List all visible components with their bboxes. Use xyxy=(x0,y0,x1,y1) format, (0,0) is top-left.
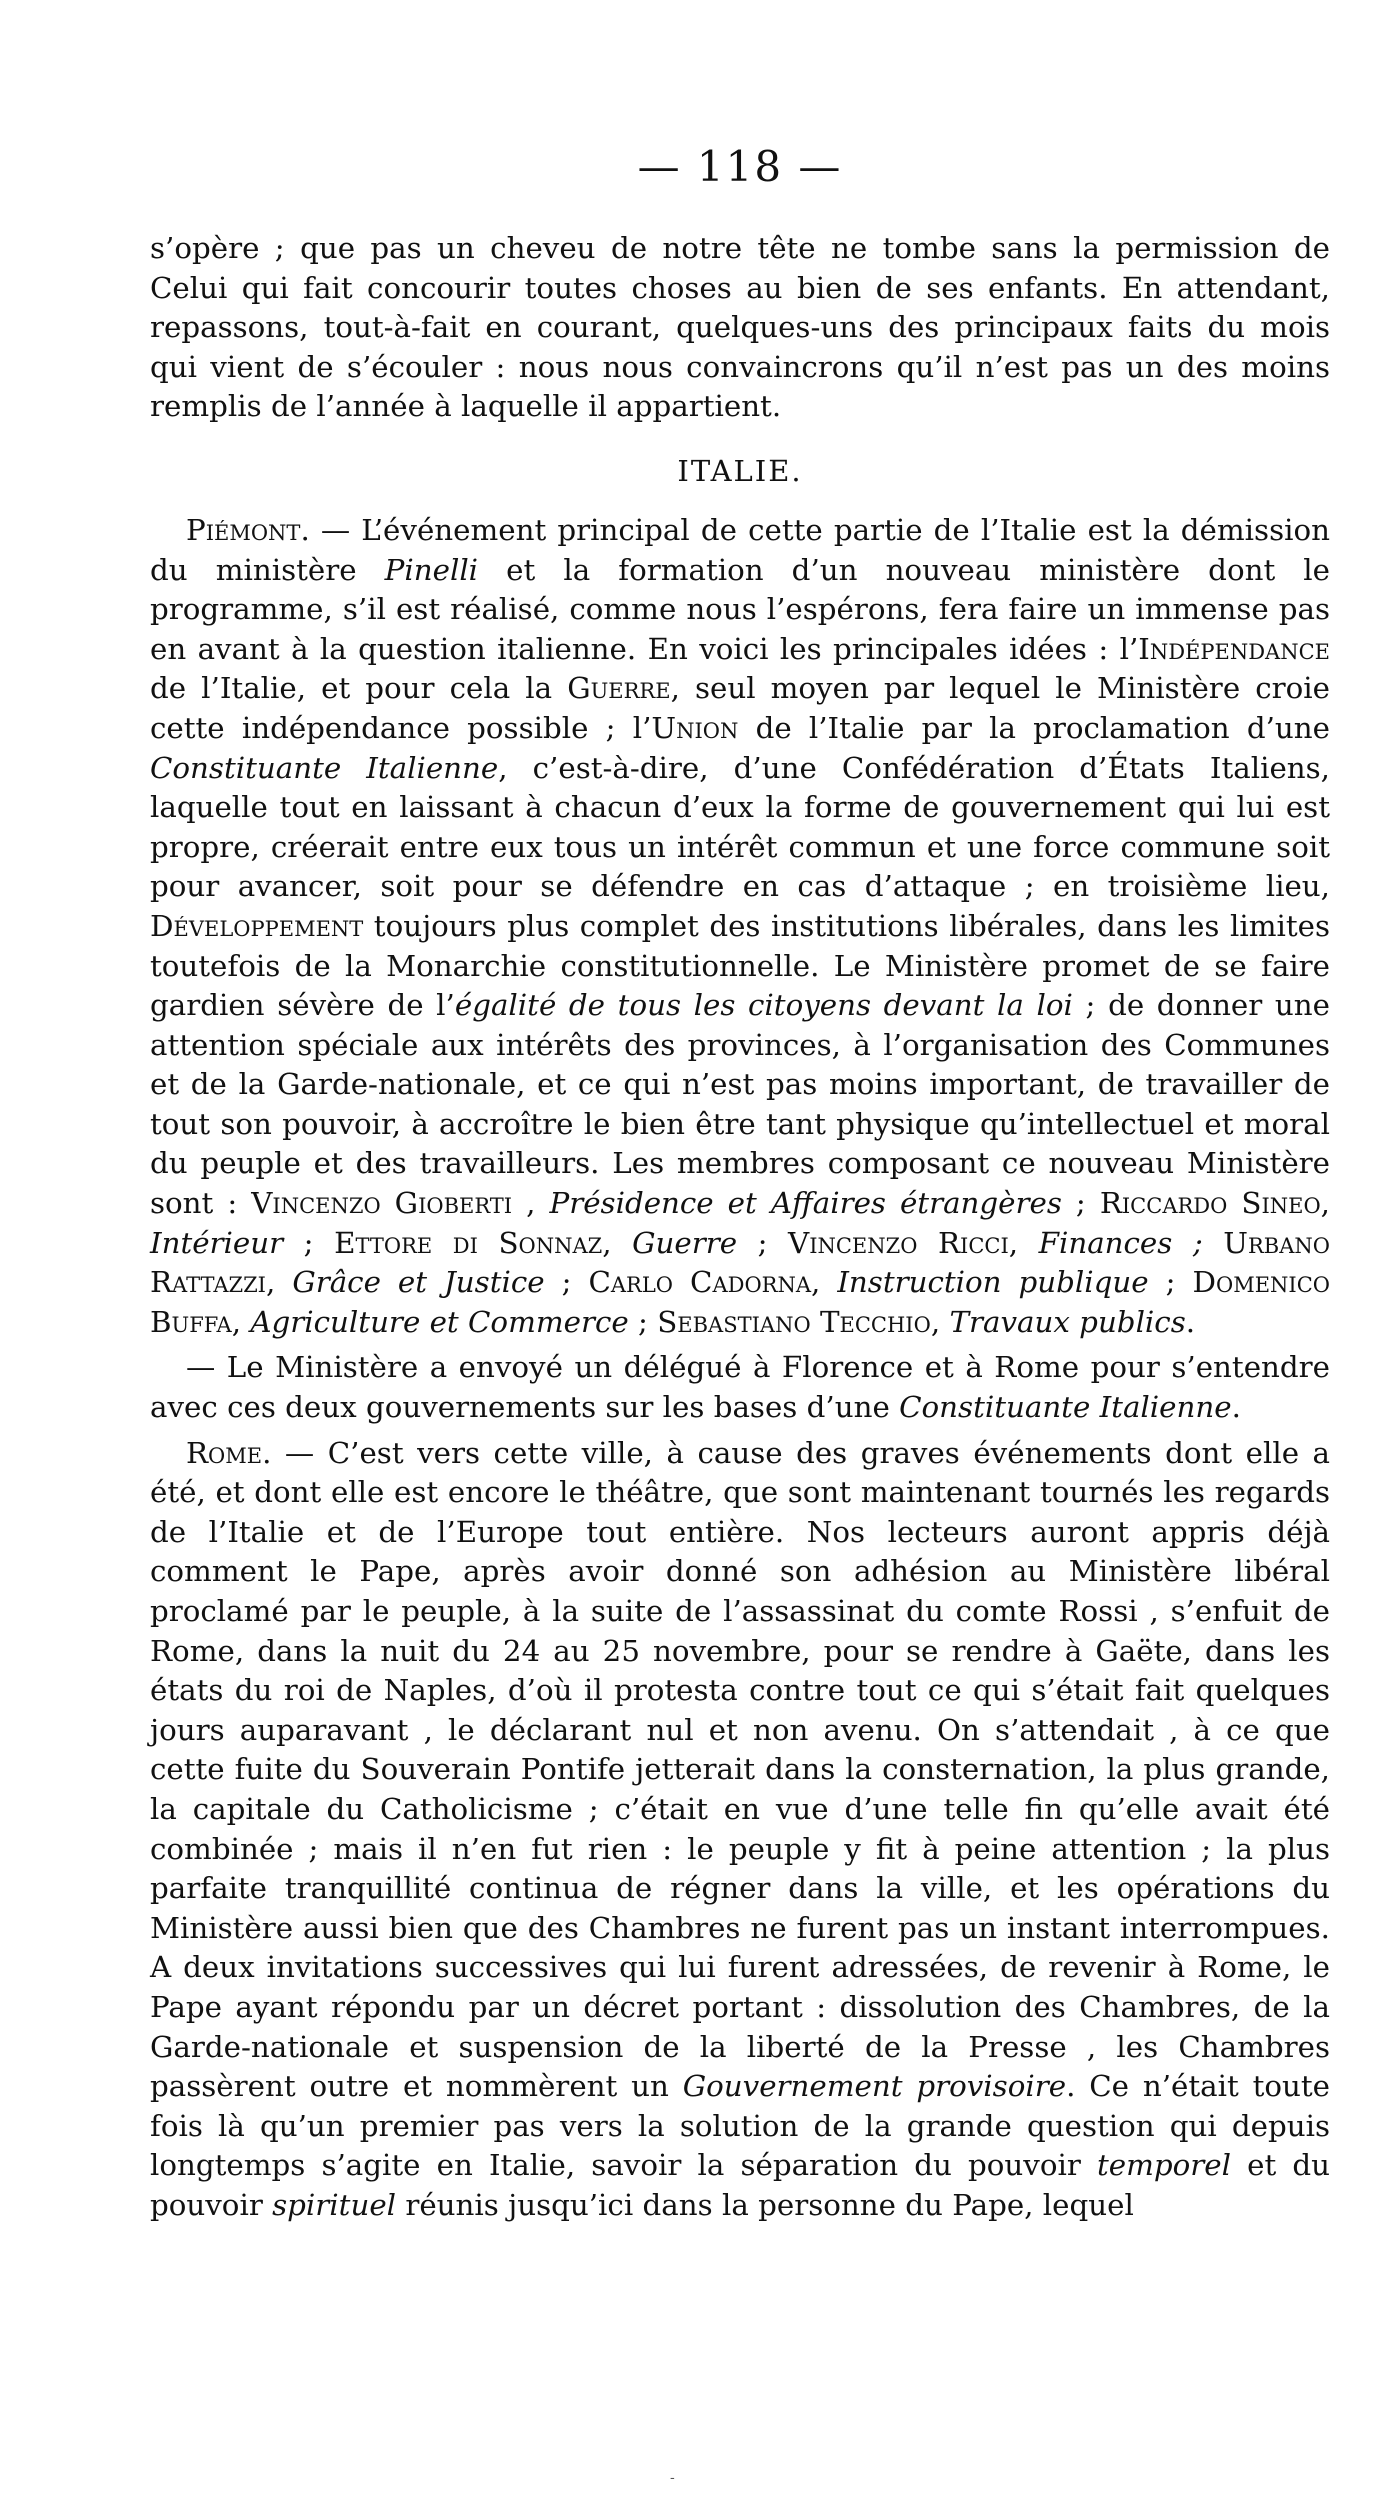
text-run: , xyxy=(1008,1225,1039,1260)
text-run xyxy=(1203,1226,1224,1260)
text-run: . xyxy=(1231,1390,1241,1425)
text-run: , xyxy=(602,1225,633,1260)
rome-label: Rome. xyxy=(186,1435,272,1470)
minister-name: Vincenzo Ricci xyxy=(788,1225,1009,1260)
text-run: et la formation d’un nouveau ministère dont le programme, s’il est réalisé, comme nous l’espérons, fera faire un immense pas en avant à la question italienne. En voici les principales idées : l’ xyxy=(150,552,1331,666)
text-run: . Ce n’était toute fois là qu’un premier pas vers la solution de la grande question qui depuis longtemps s’agite en Italie, savoir la séparation du pouvoir xyxy=(150,2069,1330,2183)
minister-role: Agriculture et Commerce xyxy=(250,1304,629,1339)
minister-role: Grâce et Justice xyxy=(292,1265,545,1300)
text-run: de l’Italie, et pour cela la xyxy=(150,671,568,706)
term-independance: Indépendance xyxy=(1138,631,1330,666)
minister-role: Finances ; xyxy=(1038,1225,1203,1260)
text-run: , c’est-à-dire, d’une Confédération d’États Italiens, laquelle tout en laissant à chacun d’eux la forme de gouvernement qui lui est propre, créerait entre eux tous un intérêt commun et une force commune soit pour avancer, soit pour se défendre en cas d’attaque ; en troisième lieu, xyxy=(150,750,1330,904)
emph-gouvernement: Gouvernement provisoire xyxy=(682,2069,1067,2104)
text-run: , xyxy=(1320,1186,1330,1221)
minister-role: Travaux publics xyxy=(949,1304,1186,1339)
emph-egalite: égalité de tous les citoyens devant la loi xyxy=(454,988,1073,1023)
page-number: — 118 — xyxy=(637,142,843,191)
text-run: ; xyxy=(628,1304,658,1339)
intro-paragraph: s’opère ; que pas un cheveu de notre tête ne tombe sans la permission de Celui qui fait concourir toutes choses au bien de ses enfants. En attendant, repassons, tout-à-fait en courant, quelques-uns des principaux faits du mois qui vient de s’écouler : nous nous convaincrons qu’il n’est pas un des moins remplis de l’année à laquelle il appartient. xyxy=(150,231,1330,424)
rome-paragraph xyxy=(150,1434,1330,2226)
text-run: — L’événement principal de cette partie de l’Italie est la démission du ministère xyxy=(150,512,1330,587)
text-run: ; xyxy=(283,1225,335,1260)
minister-name: Domenico Buffa xyxy=(150,1265,1330,1339)
text-run: ; xyxy=(544,1265,589,1300)
footer-mark: - xyxy=(670,2470,675,2486)
text-run: — C’est vers cette ville, à cause des graves événements dont elle a été, et dont elle est encore le théâtre, que sont maintenant tournés les regards de l’Italie et de l’Europe tout entière. Nos lecteurs auront appris déjà comment le Pape, après avoir donné son adhésion au Ministère libéral proclamé par le peuple, à la suite de l’assassinat du comte Rossi , s’enfuit de Rome, dans la nuit du 24 au 25 novembre, pour se rendre à Gaëte, dans les états du roi de Naples, d’où il protesta contre tout ce qui s’était fait quelques jours auparavant , le déclarant nul et non avenu. On s’attendait , à ce que cette fuite du Souverain Pontife jetterait dans la consternation, la plus grande, la capitale du Catholicisme ; c’était en vue d’une telle fin qu’elle avait été combinée ; mais il n’en fut rien : le peuple y fit à peine attention ; la plus parfaite tranquillité continua de régner dans la ville, et les opérations du Ministère aussi bien que des Chambres ne furent pas un instant interrompues. A deux invitations successives qui lui furent adressées, de revenir à Rome, le Pape ayant répondu par un décret portant : dissolution des Chambres, de la Garde-nationale et suspension de la liberté de la Presse , les Chambres passèrent outre et nommèrent un xyxy=(150,1435,1330,2104)
minister-name: Ettore di Sonnaz xyxy=(334,1225,603,1260)
piemont-label: Piémont. xyxy=(186,512,310,547)
text-run: ; xyxy=(737,1225,789,1260)
emph-temporel: temporel xyxy=(1097,2148,1231,2183)
piemont-paragraph xyxy=(150,511,1330,1342)
text-run: réunis jusqu’ici dans la personne du Pape, lequel xyxy=(396,2187,1134,2222)
section-heading: ITALIE. xyxy=(677,453,803,488)
text-run: , seul moyen par lequel le Ministère croie cette indépendance possible ; l’ xyxy=(150,671,1330,745)
minister-name: Riccardo Sineo xyxy=(1099,1186,1321,1221)
minister-role: Présidence et Affaires étrangères xyxy=(549,1186,1062,1221)
text-run: , xyxy=(930,1304,950,1339)
text-run: et du pouvoir xyxy=(150,2148,1330,2222)
text-run: — Le Ministère a envoyé un délégué à Florence et à Rome pour s’entendre avec ces deux gouvernements sur les bases d’une xyxy=(150,1350,1330,1425)
text-run: ; xyxy=(1148,1265,1193,1300)
text-run: ; de donner une attention spéciale aux intérêts des provinces, à l’organisation des Communes et de la Garde-nationale, et ce qui n’est pas moins important, de travailler de tout son pouvoir, à accroître le bien être tant physique qu’intellectuel et moral du peuple et des travailleurs. Les membres composant ce nouveau Ministère sont : xyxy=(150,988,1330,1221)
text-run: , xyxy=(811,1265,838,1300)
minister-role: Guerre xyxy=(632,1225,738,1260)
delegue-paragraph xyxy=(150,1348,1330,1427)
minister-role: Instruction publique xyxy=(837,1265,1149,1300)
term-developpement: Développement xyxy=(150,908,364,943)
emph-constituante: Constituante Italienne xyxy=(899,1390,1232,1425)
text-run: . xyxy=(1185,1304,1196,1339)
text-run: , xyxy=(265,1265,293,1300)
term-guerre: Guerre xyxy=(567,671,671,706)
minister-role: Intérieur xyxy=(150,1225,284,1260)
emph-spirituel: spirituel xyxy=(272,2187,397,2222)
minister-name: Vincenzo Gioberti xyxy=(251,1186,513,1221)
text-run: ; xyxy=(1061,1186,1100,1221)
minister-name: Carlo Cadorna xyxy=(588,1265,812,1300)
text-run: de l’Italie par la proclamation d’une xyxy=(738,710,1330,745)
text-run: , xyxy=(231,1304,251,1339)
minister-name: Urbano Rattazzi xyxy=(150,1225,1330,1300)
text-run: , xyxy=(512,1186,550,1221)
emph-constituante: Constituante Italienne xyxy=(150,750,499,785)
emph-pinelli: Pinelli xyxy=(384,552,479,587)
term-union: Union xyxy=(651,710,739,745)
minister-name: Sebastiano Tecchio xyxy=(657,1304,931,1339)
text-run: toujours plus complet des institutions libérales, dans les limites toutefois de la Monarchie constitutionnelle. Le Ministère promet de se faire gardien sévère de l’ xyxy=(150,908,1330,1023)
